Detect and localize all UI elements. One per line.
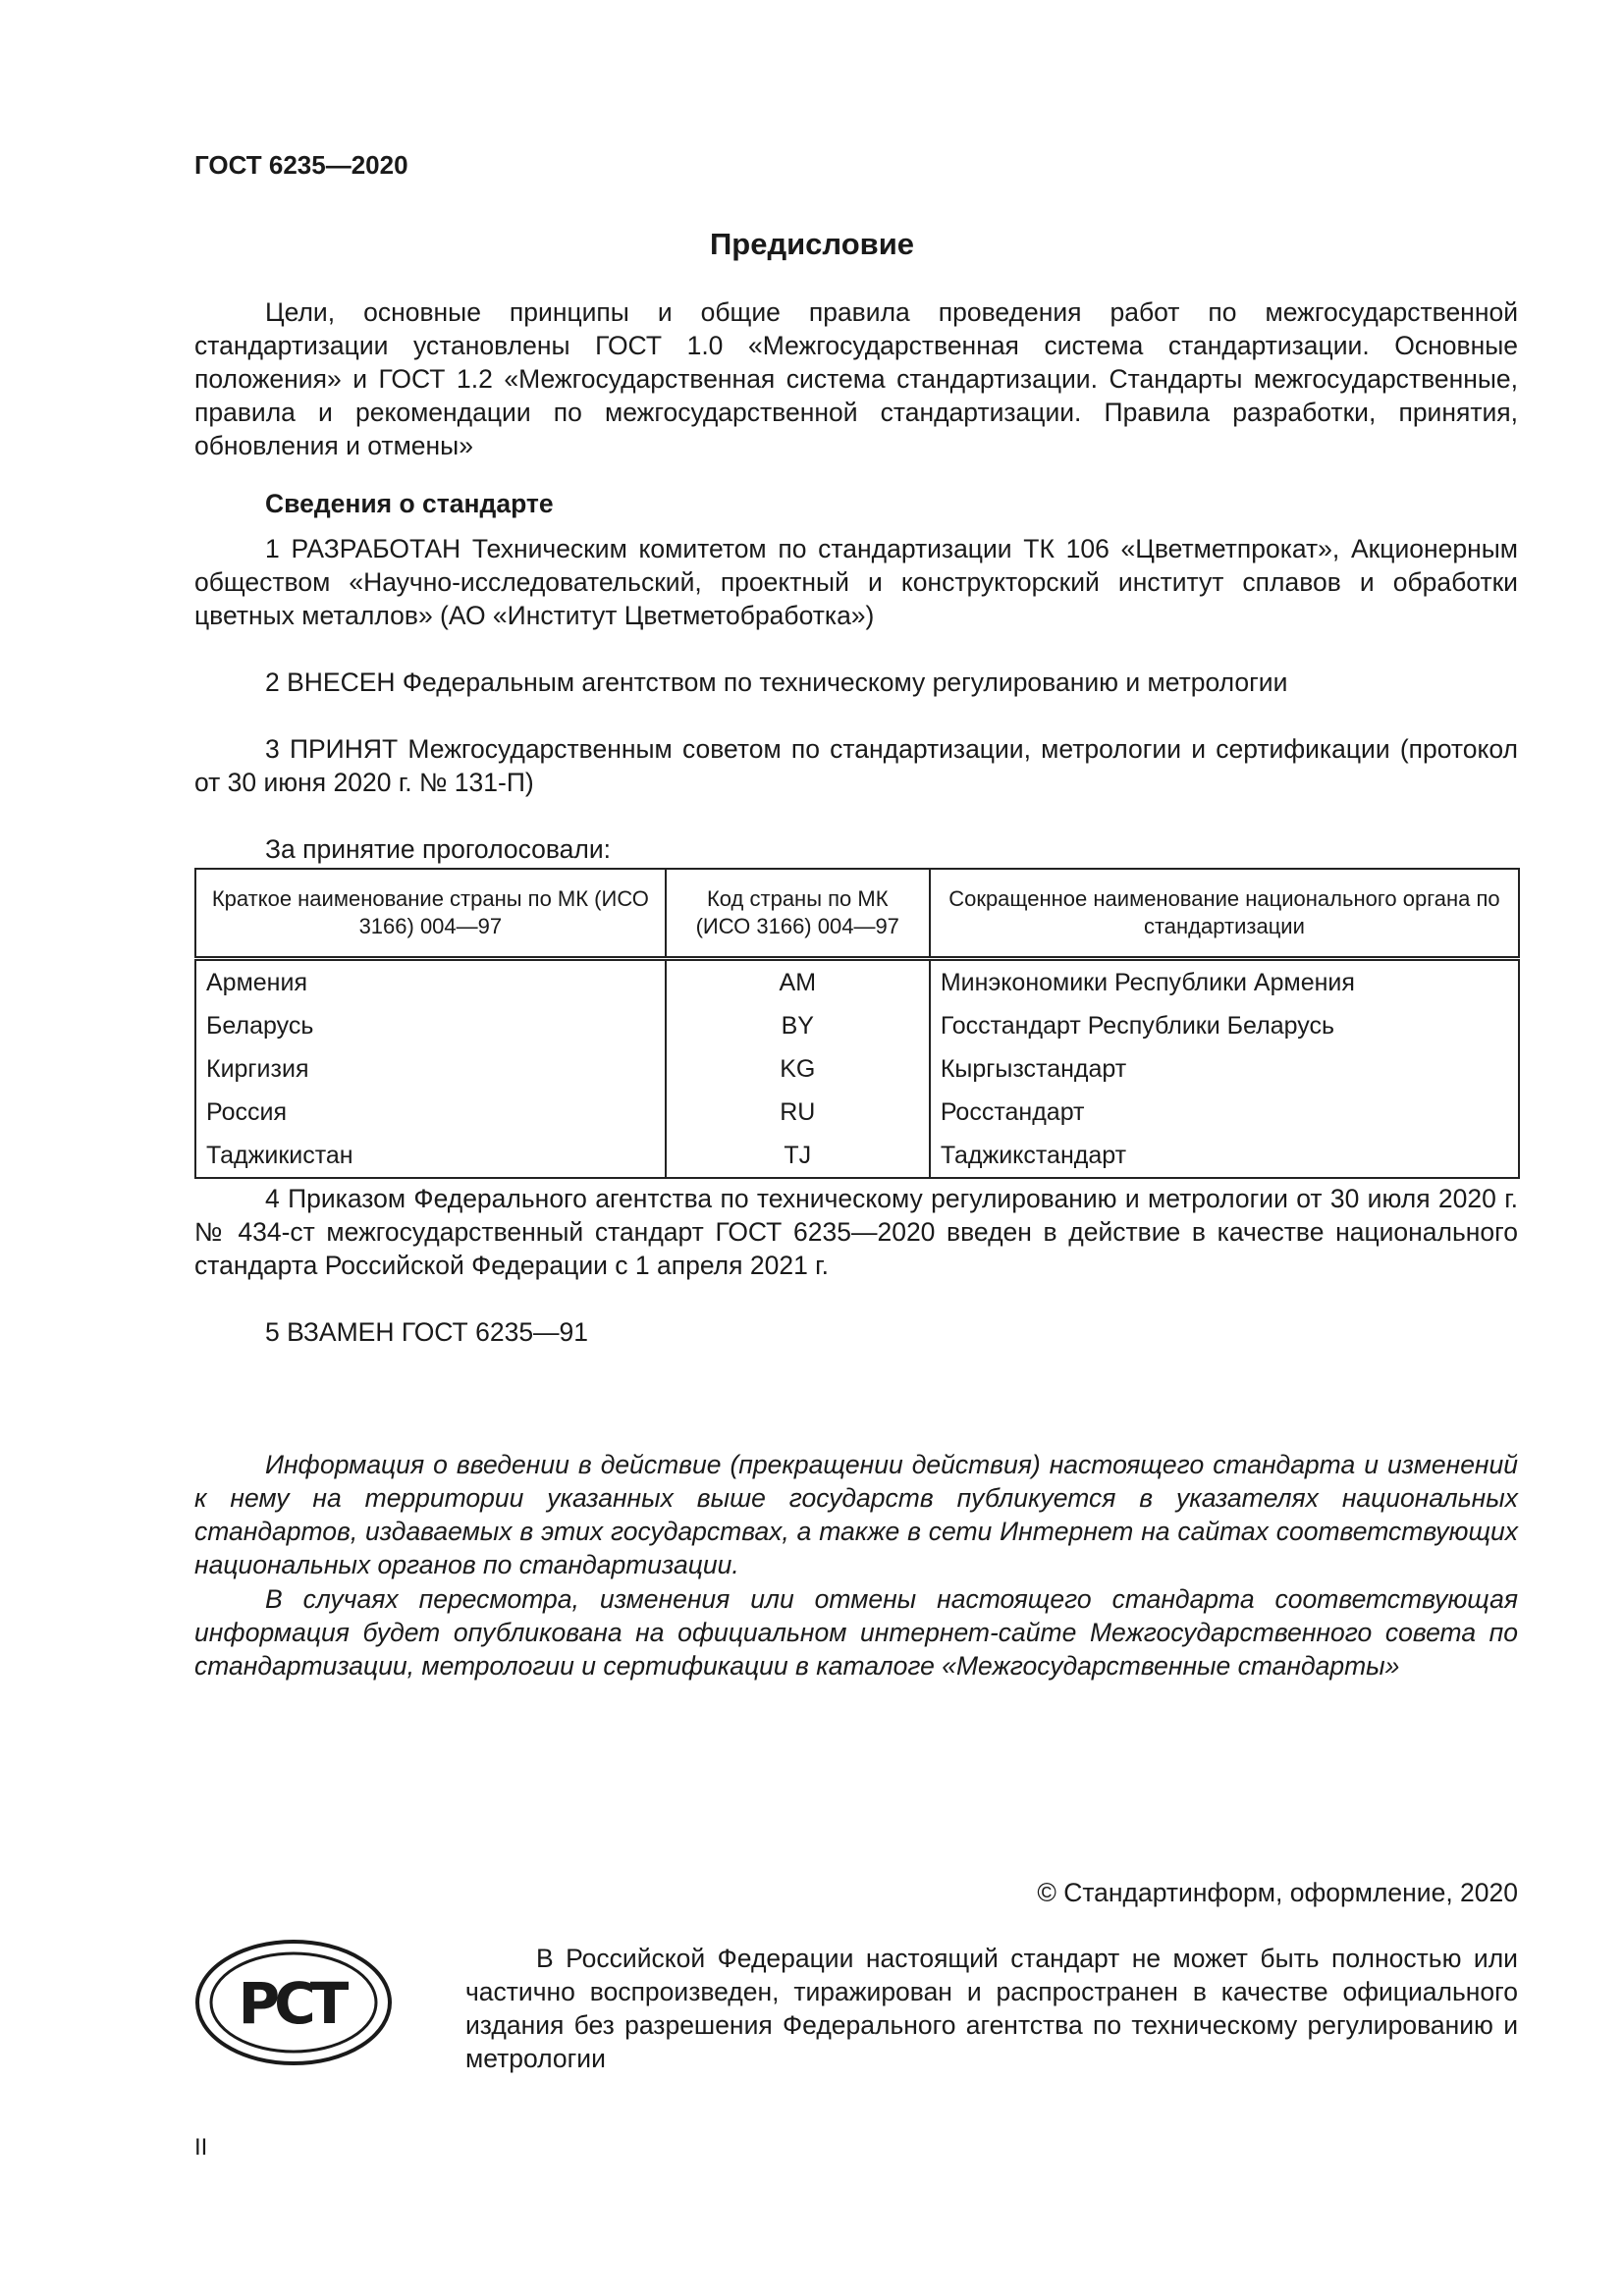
- item-adopted: 3 ПРИНЯТ Межгосударственным советом по стандартизации, метрологии и сертификации (протокол от 30 июня 2020 г. № 131-П): [194, 734, 1518, 797]
- intro-paragraph: Цели, основные принципы и общие правила проведения работ по межгосударственной стандартизации установлены ГОСТ 1.0 «Межгосударственная система стандартизации. Основные положения» и ГОСТ 1.2 «Межгосударственная система стандартизации. Стандарты межгосударственные, правила и рекомендации по межгосударственной стандартизации. Правила разработки, принятия, обновления и отмены»: [194, 297, 1518, 460]
- table-row: [195, 1091, 1519, 1134]
- country-cell: Беларусь: [195, 1004, 666, 1047]
- code-cell: RU: [666, 1091, 930, 1134]
- voted-label: За принятие проголосовали:: [265, 834, 612, 864]
- item-enacted: 4 Приказом Федерального агентства по техническому регулированию и метрологии от 30 июля 2020 г. № 434-ст межгосударственный стандарт ГОСТ 6235—2020 введен в действие в качестве национального стандарта Российской Федерации с 1 апреля 2021 г.: [194, 1184, 1518, 1280]
- column-header-code: Код страны по МК (ИСО 3166) 004—97: [666, 869, 930, 959]
- info-heading: Сведения о стандарте: [265, 489, 554, 518]
- body-cell: Минэкономики Республики Армения: [930, 959, 1519, 1005]
- country-cell: Киргизия: [195, 1047, 666, 1091]
- voting-table: [194, 868, 1520, 1179]
- column-header-body: Сокращенное наименование национального органа по стандартизации: [930, 869, 1519, 959]
- info-note-enactment: Информация о введении в действие (прекращении действия) настоящего стандарта и изменений к нему на территории указанных выше государств публикуется в указателях национальных стандартов, издаваемых в этих государствах, а также в сети Интернет на сайтах соответствующих национальных органов по стандартизации.: [194, 1450, 1518, 1579]
- body-cell: Госстандарт Республики Беларусь: [930, 1004, 1519, 1047]
- item-replaces: 5 ВЗАМЕН ГОСТ 6235—91: [265, 1317, 589, 1347]
- country-cell: Армения: [195, 959, 666, 1005]
- item-developed: 1 РАЗРАБОТАН Техническим комитетом по стандартизации ТК 106 «Цветметпрокат», Акционерным обществом «Научно-исследовательский, проектный и конструкторский институт сплавов и обработки цветных металлов» (АО «Институт Цветметобработка»): [194, 534, 1518, 630]
- legal-notice: В Российской Федерации настоящий стандарт не может быть полностью или частично воспроизведен, тиражирован и распространен в качестве официального издания без разрешения Федерального агентства по техническому регулированию и метрологии: [465, 1944, 1518, 2073]
- body-cell: Кыргызстандарт: [930, 1047, 1519, 1091]
- code-cell: AM: [666, 959, 930, 1005]
- info-note-revision: В случаях пересмотра, изменения или отмены настоящего стандарта соответствующая информация будет опубликована на официальном интернет-сайте Межгосударственного совета по стандартизации, метрологии и сертификации в каталоге «Межгосударственные стандарты»: [194, 1584, 1518, 1681]
- item-introduced: 2 ВНЕСЕН Федеральным агентством по техническому регулированию и метрологии: [265, 667, 1288, 697]
- page-title: Предисловие: [709, 227, 914, 261]
- body-cell: Росстандарт: [930, 1091, 1519, 1134]
- copyright-line: © Стандартинформ, оформление, 2020: [1037, 1878, 1518, 1907]
- table-row: [195, 959, 1519, 1005]
- code-cell: BY: [666, 1004, 930, 1047]
- table-header-row: [195, 869, 1519, 959]
- page-number: II: [194, 2134, 208, 2161]
- document-header: ГОСТ 6235—2020: [194, 150, 408, 180]
- table-row: [195, 1047, 1519, 1091]
- code-cell: KG: [666, 1047, 930, 1091]
- country-cell: Таджикистан: [195, 1134, 666, 1178]
- table-row: [195, 1004, 1519, 1047]
- column-header-country: Краткое наименование страны по МК (ИСО 3166) 004—97: [195, 869, 666, 959]
- country-cell: Россия: [195, 1091, 666, 1134]
- rst-certification-logo-icon: [194, 1939, 393, 2066]
- body-cell: Таджикстандарт: [930, 1134, 1519, 1178]
- code-cell: TJ: [666, 1134, 930, 1178]
- svg-text:РСТ: РСТ: [238, 1970, 344, 2037]
- table-row: [195, 1134, 1519, 1178]
